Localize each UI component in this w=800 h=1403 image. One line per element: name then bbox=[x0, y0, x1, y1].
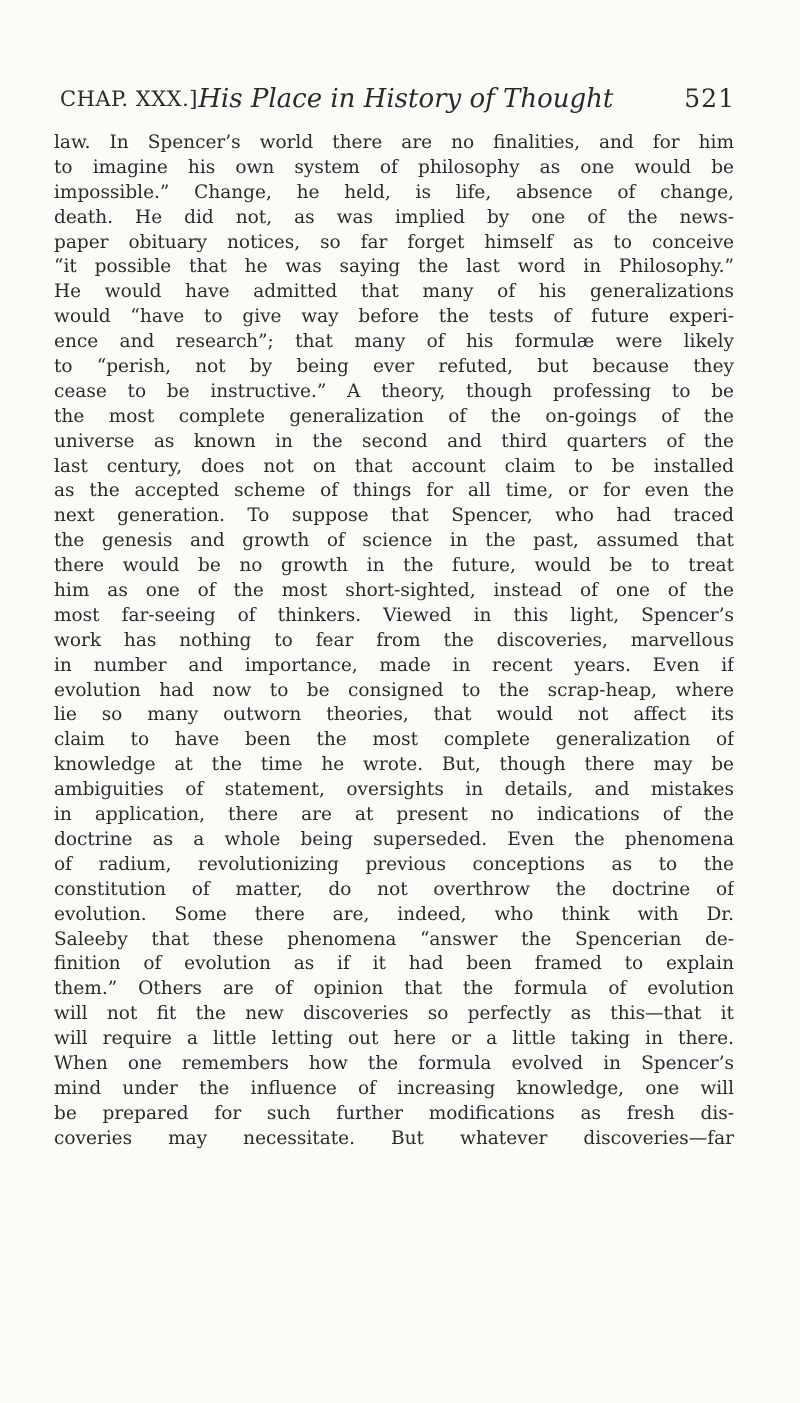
text-line: impossible.” Change, he held, is life, absence of change, bbox=[54, 181, 734, 203]
text-line: next generation. To suppose that Spencer, who had traced bbox=[54, 505, 734, 527]
text-line: him as one of the most short-sighted, instead of one of the bbox=[54, 580, 734, 602]
text-line: there would be no growth in the future, would be to treat bbox=[54, 555, 734, 577]
text-line: cease to be instructive.” A theory, though professing to be bbox=[54, 380, 734, 402]
running-title: His Place in History of Thought bbox=[198, 84, 614, 114]
text-line: coveries may necessitate. But whatever discoveries—far bbox=[54, 1127, 734, 1149]
text-line: He would have admitted that many of his generalizations bbox=[54, 281, 734, 303]
text-line: work has nothing to fear from the discoveries, marvellous bbox=[54, 629, 734, 651]
text-line: universe as known in the second and third quarters of the bbox=[54, 430, 734, 452]
text-line: in application, there are at present no indications of the bbox=[54, 804, 734, 826]
text-line: in number and importance, made in recent years. Even if bbox=[54, 654, 734, 676]
text-line: mind under the influence of increasing knowledge, one will bbox=[54, 1077, 734, 1099]
text-line: finition of evolution as if it had been framed to explain bbox=[54, 953, 734, 975]
text-line: lie so many outworn theories, that would not affect its bbox=[54, 704, 734, 726]
body-text bbox=[54, 131, 734, 1152]
text-line: last century, does not on that account claim to be installed bbox=[54, 455, 734, 477]
text-line: ence and research”; that many of his formulæ were likely bbox=[54, 331, 734, 353]
text-line: evolution had now to be consigned to the scrap-heap, where bbox=[54, 679, 734, 701]
text-line: most far-seeing of thinkers. Viewed in this light, Spencer’s bbox=[54, 604, 734, 626]
text-line: law. In Spencer’s world there are no finalities, and for him bbox=[54, 132, 734, 153]
text-line: will not fit the new discoveries so perfectly as this—that it bbox=[54, 1003, 734, 1025]
text-line: would “have to give way before the tests of future experi- bbox=[54, 306, 734, 328]
running-head bbox=[60, 79, 735, 119]
text-line: doctrine as a whole being superseded. Even the phenomena bbox=[54, 828, 734, 850]
text-line: death. He did not, as was implied by one of the news- bbox=[54, 206, 734, 228]
chapter-label: CHAP. XXX.] bbox=[60, 87, 198, 111]
text-line: “it possible that he was saying the last word in Philosophy.” bbox=[54, 256, 734, 278]
text-line: When one remembers how the formula evolved in Spencer’s bbox=[54, 1052, 734, 1074]
text-line: claim to have been the most complete generalization of bbox=[54, 729, 734, 751]
text-line: of radium, revolutionizing previous conceptions as to the bbox=[54, 853, 734, 875]
text-line: the genesis and growth of science in the past, assumed that bbox=[54, 530, 734, 552]
text-line: Saleeby that these phenomena “answer the Spencerian de- bbox=[54, 928, 734, 950]
page-number: 521 bbox=[684, 84, 735, 113]
text-line: to imagine his own system of philosophy as one would be bbox=[54, 156, 734, 178]
text-line: the most complete generalization of the on-goings of the bbox=[54, 405, 734, 427]
text-line: constitution of matter, do not overthrow the doctrine of bbox=[54, 878, 734, 900]
text-line: as the accepted scheme of things for all time, or for even the bbox=[54, 480, 734, 502]
text-line: knowledge at the time he wrote. But, though there may be bbox=[54, 754, 734, 776]
text-line: be prepared for such further modifications as fresh dis- bbox=[54, 1102, 734, 1124]
text-line: evolution. Some there are, indeed, who think with Dr. bbox=[54, 903, 734, 925]
text-line: them.” Others are of opinion that the formula of evolution bbox=[54, 978, 734, 1000]
text-line: paper obituary notices, so far forget himself as to conceive bbox=[54, 231, 734, 253]
text-line: will require a little letting out here or a little taking in there. bbox=[54, 1028, 734, 1050]
text-line: to “perish, not by being ever refuted, but because they bbox=[54, 356, 734, 378]
text-line: ambiguities of statement, oversights in details, and mistakes bbox=[54, 779, 734, 801]
